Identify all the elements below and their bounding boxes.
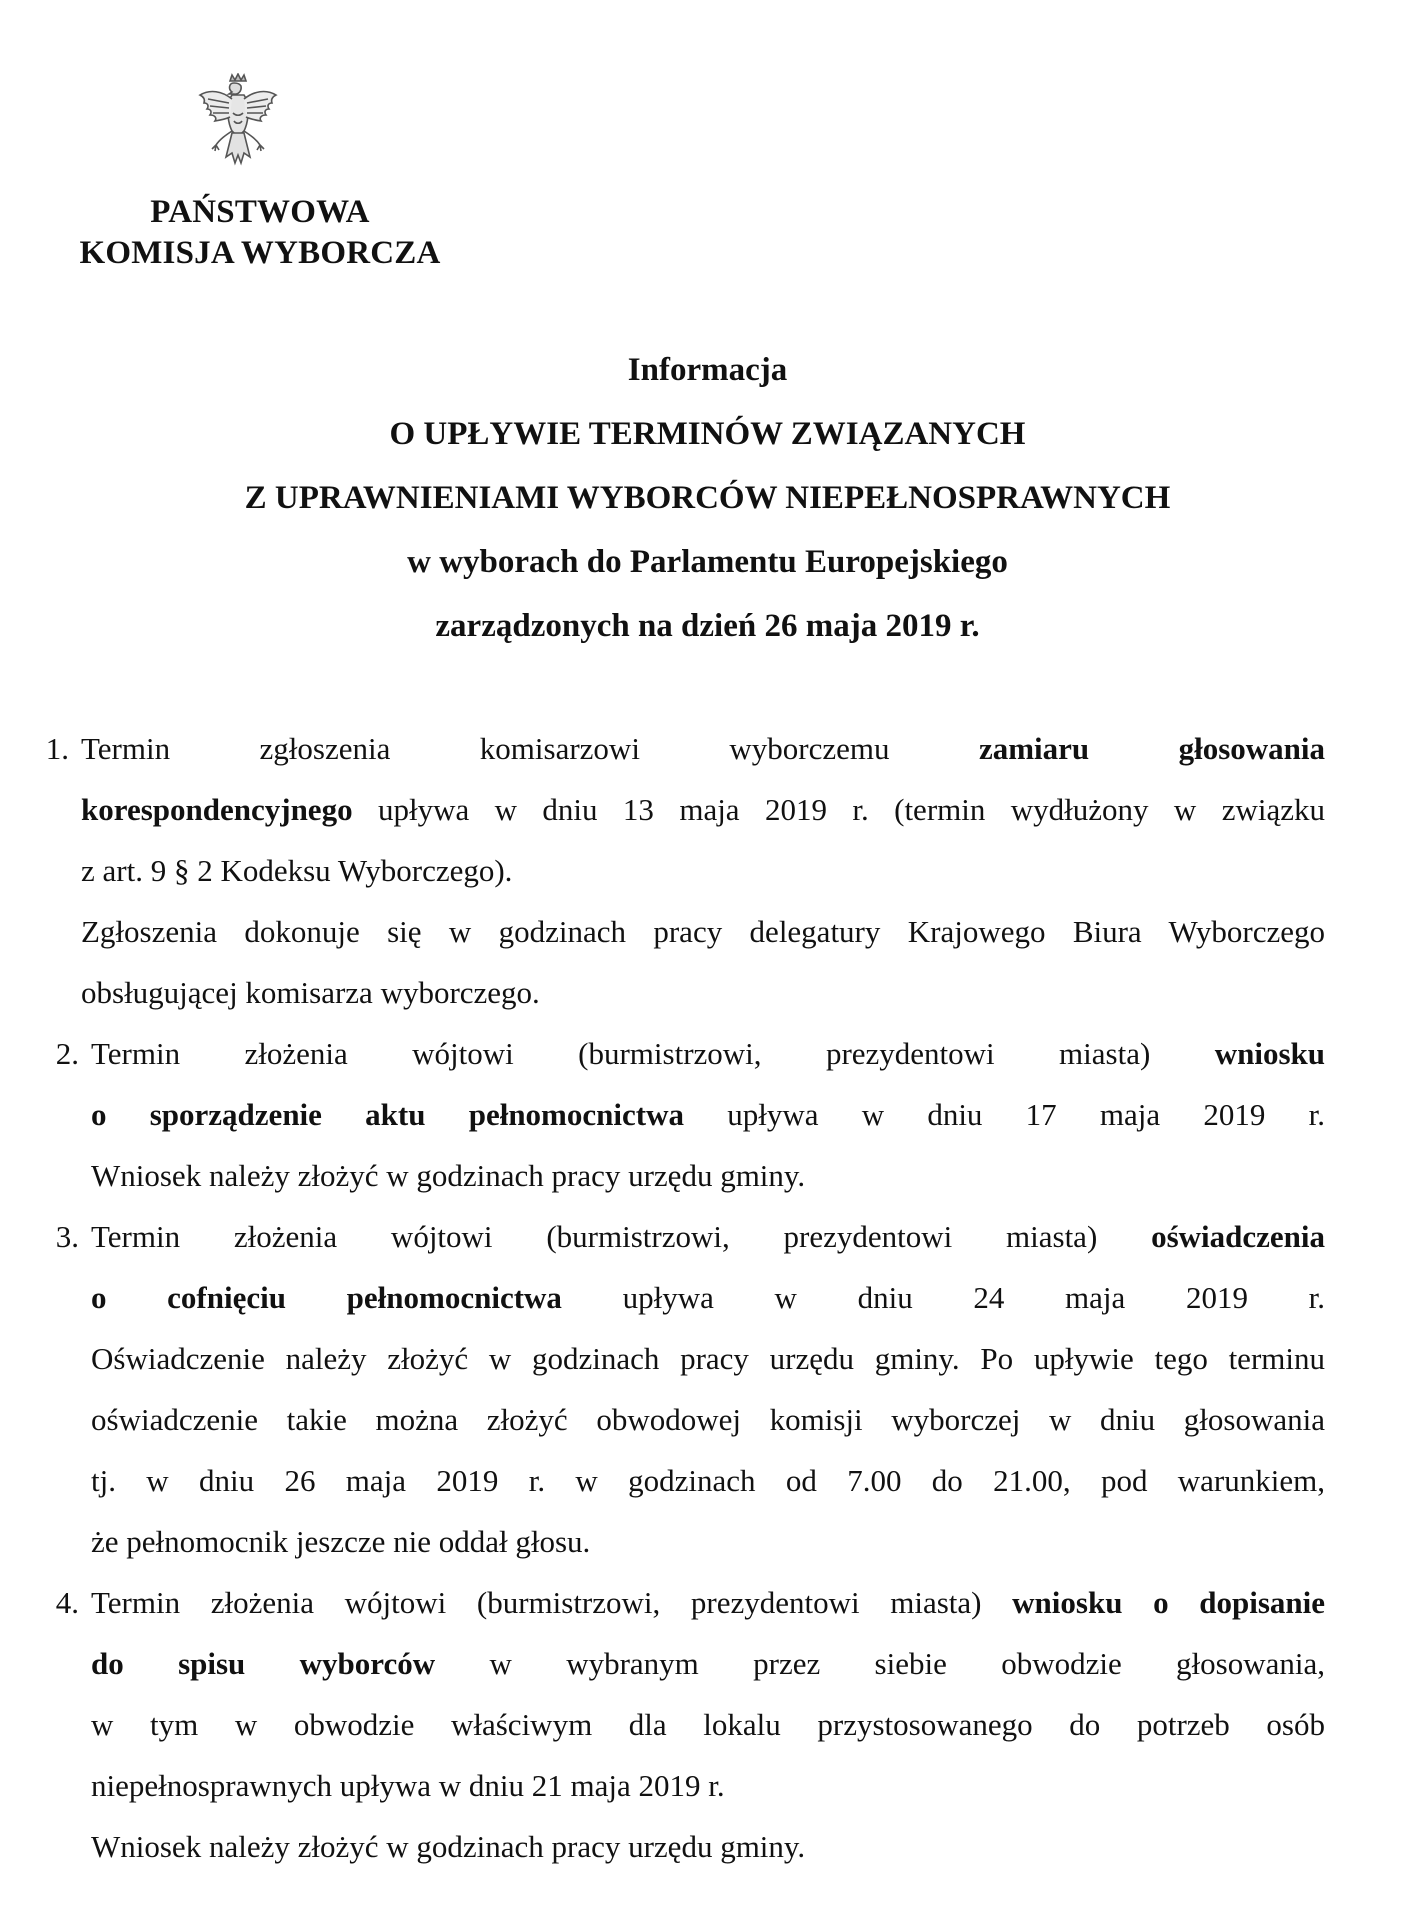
deadlines-list [25,718,1325,1877]
title-line1: Informacja [627,352,788,388]
document-title [0,338,1415,658]
item-line: Wniosek należy złożyć w godzinach pracy urzędu gminy. [91,1158,806,1193]
title-line4: w wyborach do Parlamentu Europejskiego [407,544,1008,580]
list-item [25,1206,1325,1572]
item-number: 3. [55,1219,79,1254]
item-line: tj. w dniu 26 maja 2019 r. w godzinach od 7.00 do 21.00, pod warunkiem, [91,1463,1325,1498]
item-line: Termin złożenia wójtowi (burmistrzowi, prezydentowi miasta) wniosku [91,1036,1325,1071]
list-item [25,1572,1325,1877]
item-line: oświadczenie takie można złożyć obwodowej komisji wyborczej w dniu głosowania [91,1402,1325,1437]
item-number: 2. [55,1036,79,1071]
item-line: Termin złożenia wójtowi (burmistrzowi, prezydentowi miasta) oświadczenia [91,1219,1325,1254]
item-line: Wniosek należy złożyć w godzinach pracy urzędu gminy. [91,1829,806,1864]
polish-eagle-emblem-icon [196,73,280,175]
list-item [25,1023,1325,1206]
item-line: korespondencyjnego upływa w dniu 13 maja 2019 r. (termin wydłużony w związku [81,792,1325,827]
item-line: Oświadczenie należy złożyć w godzinach pracy urzędu gminy. Po upływie tego terminu [91,1341,1325,1376]
issuer-name [40,192,480,274]
item-number: 4. [55,1585,79,1620]
item-line: Zgłoszenia dokonuje się w godzinach pracy delegatury Krajowego Biura Wyborczego [81,914,1325,949]
item-line: że pełnomocnik jeszcze nie oddał głosu. [91,1524,591,1559]
item-line: Termin złożenia wójtowi (burmistrzowi, prezydentowi miasta) wniosku o dopisanie [91,1585,1325,1620]
item-line: z art. 9 § 2 Kodeksu Wyborczego). [81,853,513,888]
title-line5: zarządzonych na dzień 26 maja 2019 r. [435,608,980,644]
item-line: obsługującej komisarza wyborczego. [81,975,540,1010]
item-line: Termin zgłoszenia komisarzowi wyborczemu zamiaru głosowania [81,731,1325,766]
title-line2: O UPŁYWIE TERMINÓW ZWIĄZANYCH [389,416,1026,452]
item-line: o sporządzenie aktu pełnomocnictwa upływa w dniu 17 maja 2019 r. [91,1097,1325,1132]
item-line: niepełnosprawnych upływa w dniu 21 maja 2019 r. [91,1768,725,1803]
item-line: o cofnięciu pełnomocnictwa upływa w dniu 24 maja 2019 r. [91,1280,1325,1315]
title-line3: Z UPRAWNIENIAMI WYBORCÓW NIEPEŁNOSPRAWNYCH [244,480,1171,516]
list-item [25,718,1325,1023]
item-line: do spisu wyborców w wybranym przez siebie obwodzie głosowania, [91,1646,1326,1681]
issuer-name-line2: KOMISJA WYBORCZA [79,235,441,271]
issuer-name-line1: PAŃSTWOWA [150,194,370,230]
item-number: 1. [45,731,69,766]
item-line: w tym w obwodzie właściwym dla lokalu przystosowanego do potrzeb osób [91,1707,1325,1742]
